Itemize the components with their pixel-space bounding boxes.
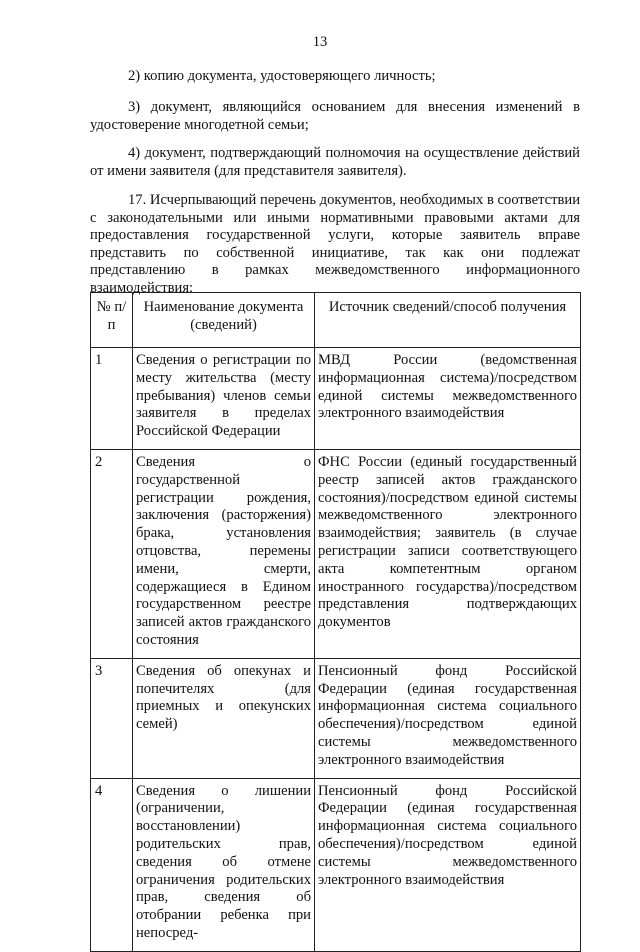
paragraph-item-3: 3) документ, являющийся основанием для внесения изменений в удостоверение многодетной семьи; bbox=[90, 99, 580, 133]
row-source: Пенсионный фонд Российской Федерации (единая государственная информационная система социального обеспечения)/посредством единой системы межведомственного электронного взаимодействия bbox=[315, 778, 581, 951]
header-number: № п/п bbox=[91, 293, 133, 348]
paragraph-item-4: 4) документ, подтверждающий полномочия на осуществление действий от имени заявителя (для представителя заявителя). bbox=[90, 145, 580, 179]
row-document-name: Сведения об опекунах и попечителях (для приемных и опекунских семей) bbox=[133, 658, 315, 778]
row-document-name: Сведения о государственной регистрации рождения, заключения (расторжения) брака, установления отцовства, перемены имени, смерти, содержащиеся в Едином государственном реестре записей актов гражданского состояния bbox=[133, 449, 315, 658]
row-number: 3 bbox=[91, 658, 133, 778]
row-number: 2 bbox=[91, 449, 133, 658]
paragraph-17: 17. Исчерпывающий перечень документов, необходимых в соответствии с законодательными или иными нормативными правовыми актами для предоставления государственной услуги, которые заявитель вправе представить по собственной инициативе, так как они подлежат представлению в рамках межведомственного информационного взаимодействия: bbox=[90, 192, 580, 296]
header-document-name: Наименование документа (сведений) bbox=[133, 293, 315, 348]
table-row bbox=[91, 778, 581, 951]
table-header-row bbox=[91, 293, 581, 348]
row-source: МВД России (ведомственная информационная система)/посредством единой системы межведомственного электронного взаимодействия bbox=[315, 348, 581, 450]
row-number: 4 bbox=[91, 778, 133, 951]
table-row bbox=[91, 449, 581, 658]
header-source: Источник сведений/способ получения bbox=[315, 293, 581, 348]
documents-table bbox=[90, 292, 581, 952]
paragraph-item-2: 2) копию документа, удостоверяющего личность; bbox=[128, 68, 436, 84]
row-source: ФНС России (единый государственный реестр записей актов гражданского состояния)/посредством единой системы межведомственного электронного взаимодействия; заявитель (в случае регистрации записи соответствующего акта компетентным органом иностранного государства)/посредством представления подтверждающих документов bbox=[315, 449, 581, 658]
row-document-name: Сведения о лишении (ограничении, восстановлении) родительских прав, сведения об отмене ограничения родительских прав, сведения об отобрании ребенка при непосред- bbox=[133, 778, 315, 951]
row-document-name: Сведения о регистрации по месту жительства (месту пребывания) членов семьи заявителя в пределах Российской Федерации bbox=[133, 348, 315, 450]
row-number: 1 bbox=[91, 348, 133, 450]
page-number: 13 bbox=[312, 34, 328, 50]
table-row bbox=[91, 348, 581, 450]
row-source: Пенсионный фонд Российской Федерации (единая государственная информационная система социального обеспечения)/посредством единой системы межведомственного электронного взаимодействия bbox=[315, 658, 581, 778]
table-row bbox=[91, 658, 581, 778]
